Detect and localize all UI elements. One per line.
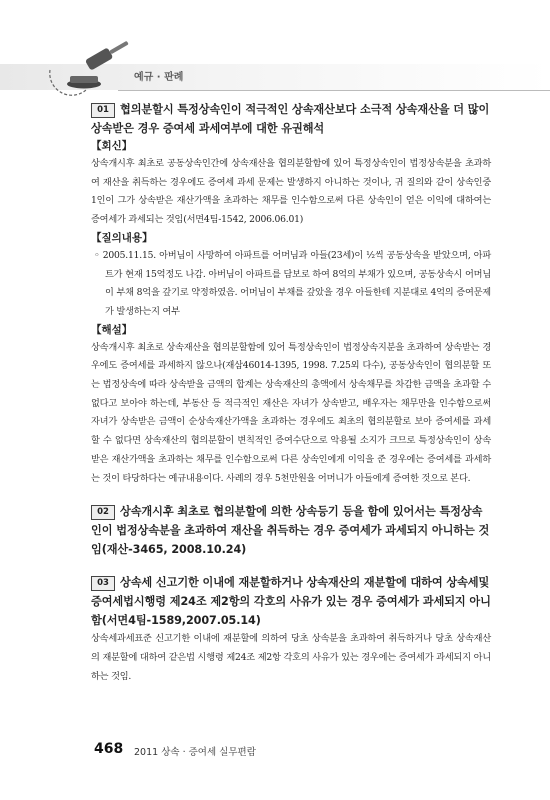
spacer xyxy=(91,559,491,573)
item-2-title-text: 상속개시후 최초로 협의분할에 의한 상속등기 등을 함에 있어서는 특정상속인이 법정상속분을 초과하여 재산을 취득하는 경우 증여세가 과세되지 아니하는 것임(재산-3465, 2008.10.24) xyxy=(91,505,490,557)
item-1-question-label: 【질의내용】 xyxy=(91,231,153,244)
item-2-number: 02 xyxy=(91,505,115,520)
item-1-explain-label: 【해설】 xyxy=(91,323,133,336)
item-1-number: 01 xyxy=(91,103,115,118)
item-1-explain: 상속개시후 최초로 상속재산을 협의분할함에 있어 특정상속인이 법정상속지분을 초과하여 상속받는 경우에도 증여세를 과세하지 않으나(재삼46014-1395, 1998. 7.25외 다수), 공동상속인이 협의분할 또는 법정상속에 따라 상속받을 금액의 합계는 상속재산의 총액에서 상속채무를 차감한 금액을 초과할 수 없다고 보아야 하는데, 부동산 등 적극적인 재산은 자녀가 상속받고, 배우자는 채무만을 인수함으로써 자녀가 상속받은 금액이 순상속재산가액을 초과하는 경우에도 최초의 협의분할로 보아 증여세를 과세할 수 없다면 상속재산의 협의분할이 변칙적인 증여수단으로 악용될 소지가 크므로 특정상속인이 상속받은 재산가액을 초과하는 채무를 인수함으로써 다른 상속인에게 이익을 준 경우에는 증여세를 과세하는 것이 타당하다는 예규내용이다. 사례의 경우 5천만원을 어머니가 아들에게 증여한 것으로 본다. xyxy=(91,341,491,484)
item-2-title xyxy=(91,502,491,559)
item-1-title-text: 협의분할시 특정상속인이 적극적인 상속재산보다 소극적 상속재산을 더 많이 상속받은 경우 증여세 과세여부에 대한 유권해석 xyxy=(91,103,490,135)
item-3-body: 상속세과세표준 신고기한 이내에 재분할에 의하여 당초 상속분을 초과하여 취득하거나 당초 상속재산의 재분할에 대하여 같은법 시행령 제24조 제2항 각호의 사유가 있는 경우에는 증여세가 과세되지 아니하는 것임. xyxy=(91,633,491,682)
item-1-title xyxy=(91,100,491,138)
header-title: 예규 · 판례 xyxy=(134,72,184,83)
page-footer xyxy=(0,738,550,762)
item-1-answer-label: 【회신】 xyxy=(91,140,133,152)
item-3-number: 03 xyxy=(91,576,115,591)
spacer xyxy=(91,488,491,502)
item-1-question: ◦ 2005.11.15. 아버님이 사망하여 아파트를 어머님과 아들(23세)이 ½씩 공동상속을 받았으며, 아파트가 현재 15억정도 나감. 아버님이 아파트를 담보로 하여 8억의 부채가 있으며, 공동상속시 어머님이 부채 8억을 갚기로 약정하였음. 어머님이 부채를 갚았을 경우 아들한테 지분대로 4억의 증여문제가 발생하는지 여부 xyxy=(94,249,491,317)
content xyxy=(91,100,491,686)
item-3-title-text: 상속세 신고기한 이내에 재분할하거나 상속재산의 재분할에 대하여 상속세및증여세법시행령 제24조 제2항의 각호의 사유가 있는 경우 증여세가 과세되지 아니함(서면4팀-1589,2007.05.14) xyxy=(91,576,491,628)
gavel-icon xyxy=(44,40,134,100)
book-title: 2011 상속 · 증여세 실무편람 xyxy=(134,747,256,758)
item-3-title xyxy=(91,573,491,630)
item-1-answer: 상속개시후 최초로 공동상속인간에 상속재산을 협의분할함에 있어 특정상속인이 법정상속분을 초과하여 재산을 취득하는 경우에도 증여세 과세 문제는 발생하지 아니하는 것이나, 귀 질의와 같이 상속인중 1인이 그가 상속받은 재산가액을 초과하는 채무를 인수함으로써 다른 상속인이 얻은 이익에 대하여는 증여세가 과세되는 것임(서면4팀-1542, 2006.06.01) xyxy=(91,158,491,226)
header-divider xyxy=(118,90,550,91)
page-number: 468 xyxy=(94,741,124,757)
